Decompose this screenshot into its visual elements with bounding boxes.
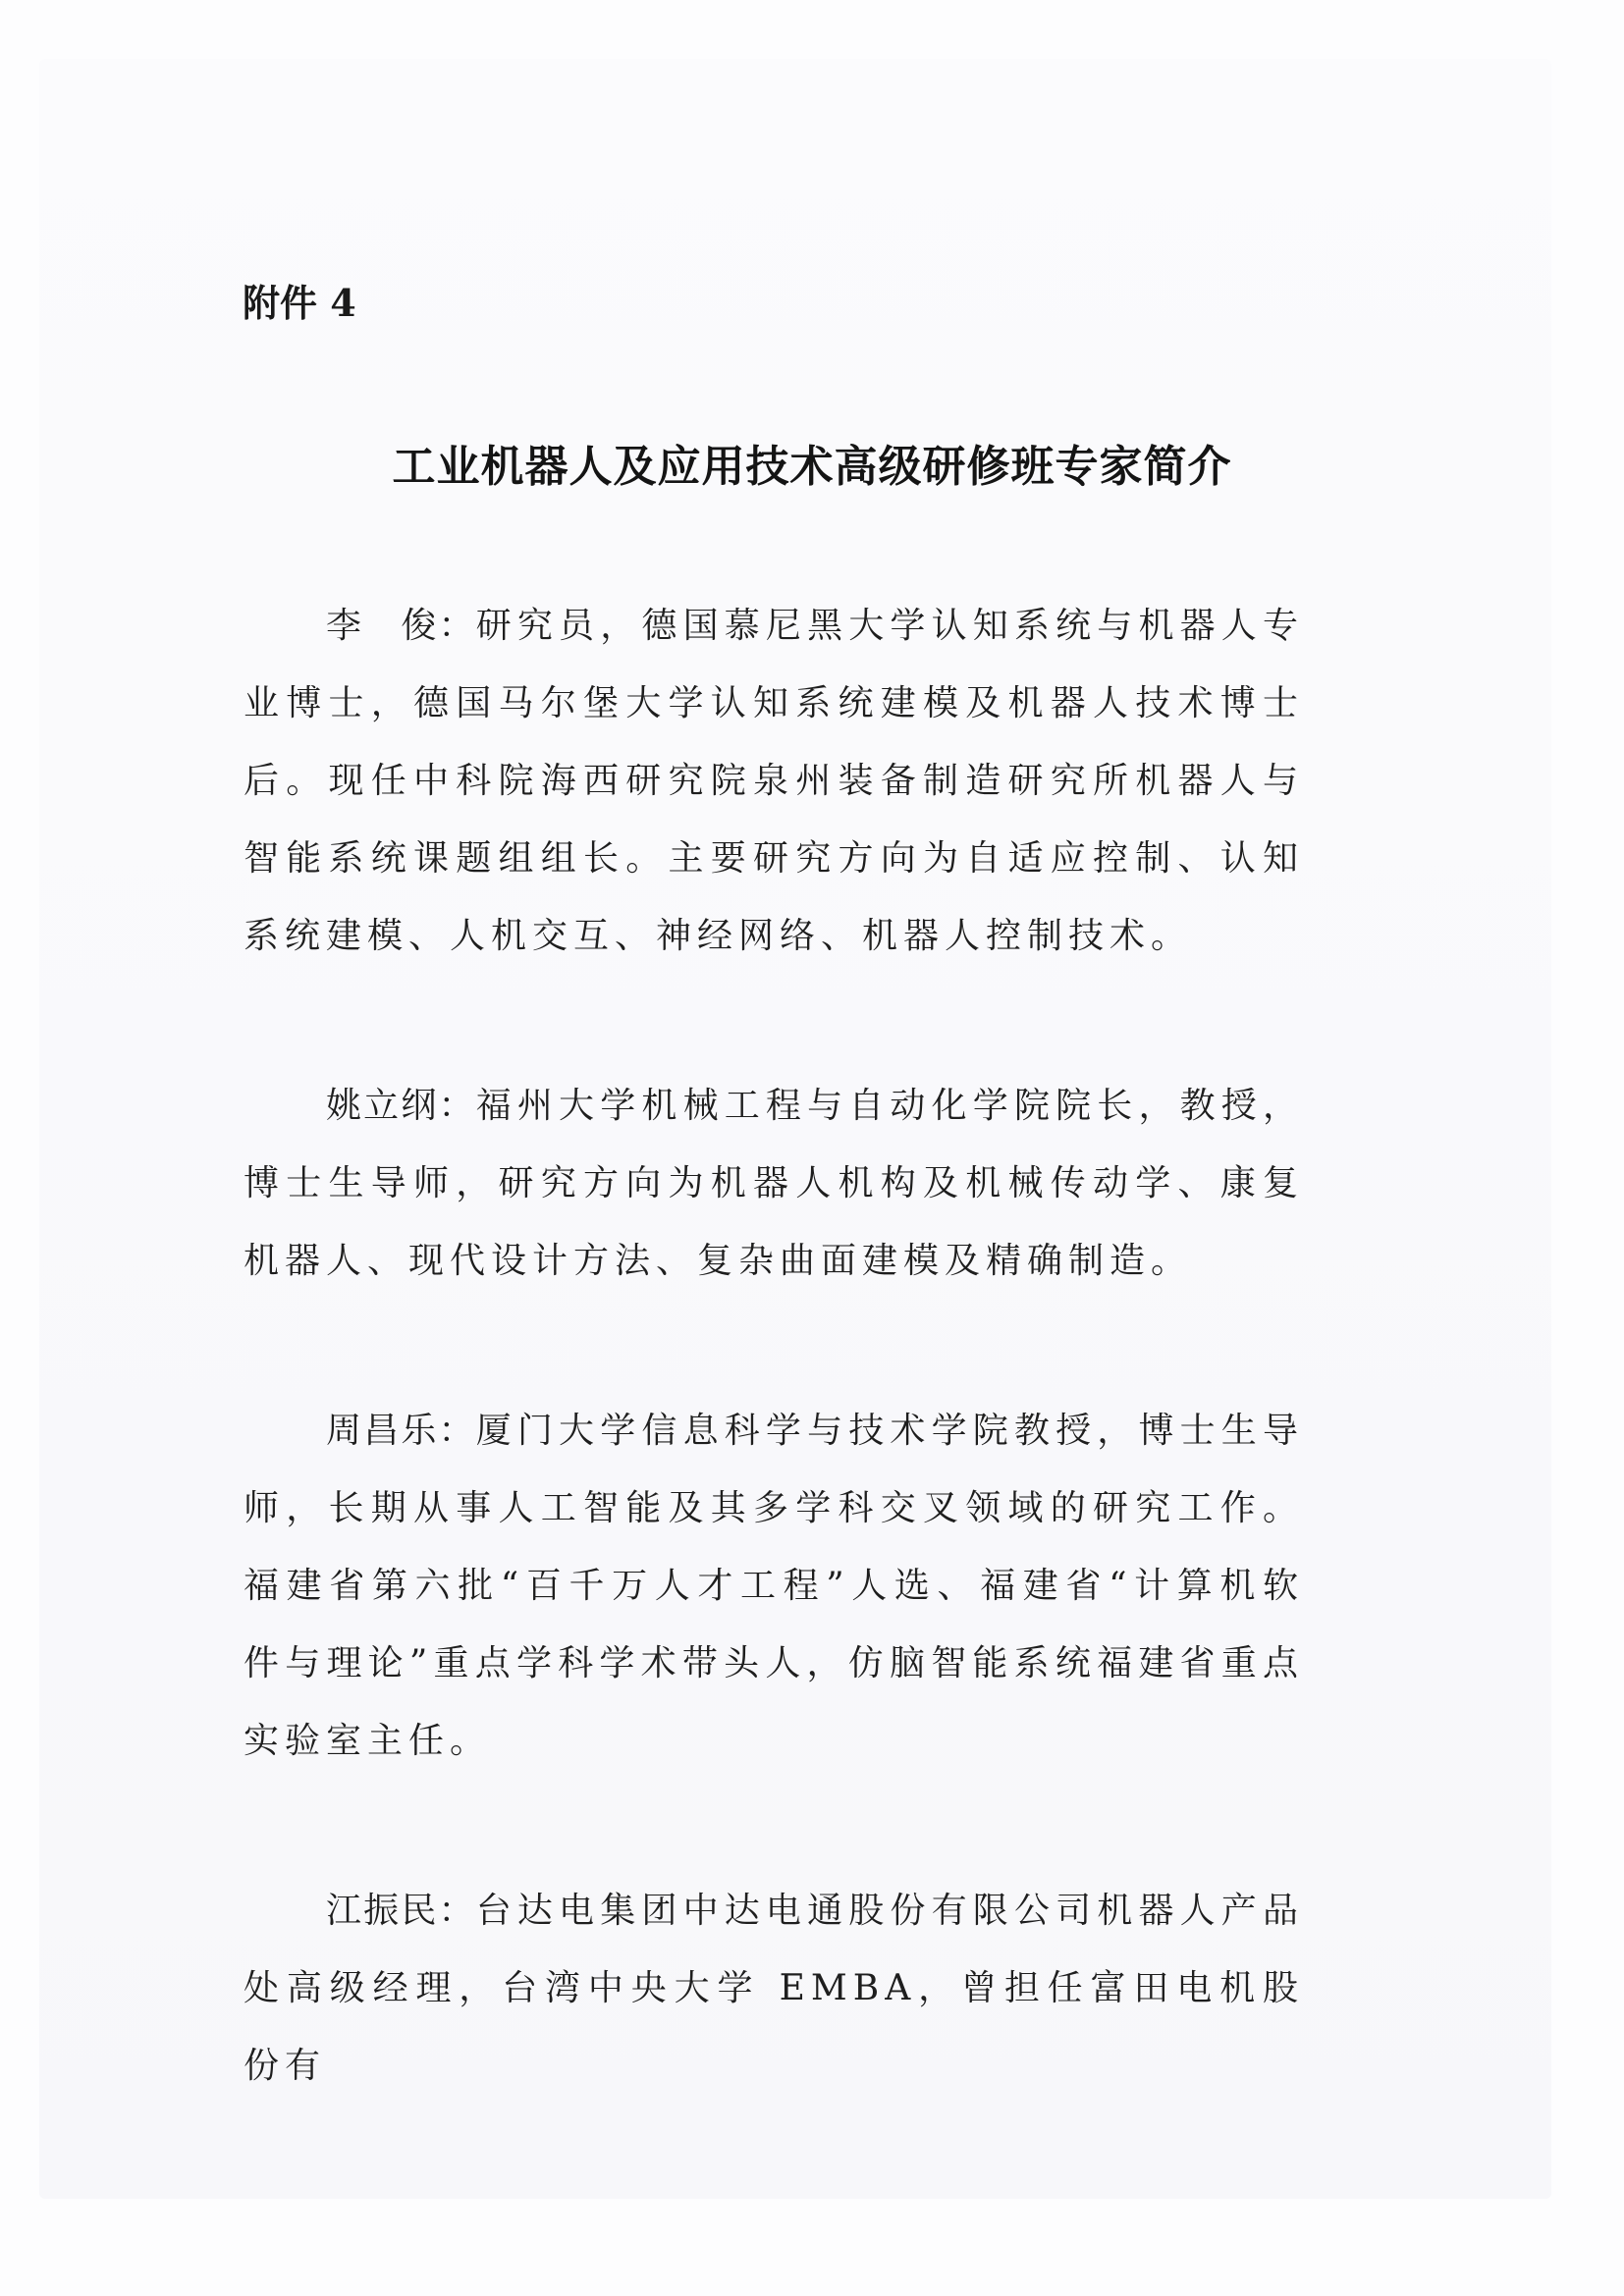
expert-bio [244,1872,1304,2105]
expert-name: 李 俊： [326,606,476,646]
document-title: 工业机器人及应用技术高级研修班专家简介 [392,442,1232,492]
expert-name: 江振民： [326,1891,476,1931]
expert-description: 福州大学机械工程与自动化学院院长，教授，博士生导师，研究方向为机器人机构及机械传动学、康复机器人、现代设计方法、复杂曲面建模及精确制造。 [244,1086,1304,1281]
expert-bio-list [244,587,1304,2197]
expert-bio [244,1392,1304,1780]
expert-name: 周昌乐： [326,1411,476,1451]
expert-bio [244,587,1304,975]
expert-bio [244,1067,1304,1300]
expert-name: 姚立纲： [326,1086,476,1126]
attachment-label: 附件 4 [243,281,356,325]
expert-description: 台达电集团中达电通股份有限公司机器人产品处高级经理，台湾中央大学 EMBA，曾担任富田电机股份有 [244,1891,1304,2086]
expert-description: 厦门大学信息科学与技术学院教授，博士生导师，长期从事人工智能及其多学科交叉领域的研究工作。福建省第六批“百千万人才工程”人选、福建省“计算机软件与理论”重点学科学术带头人，仿脑智能系统福建省重点实验室主任。 [244,1411,1304,1761]
expert-description: 研究员，德国慕尼黑大学认知系统与机器人专业博士，德国马尔堡大学认知系统建模及机器人技术博士后。现任中科院海西研究院泉州装备制造研究所机器人与智能系统课题组组长。主要研究方向为自适应控制、认知系统建模、人机交互、神经网络、机器人控制技术。 [244,606,1304,956]
